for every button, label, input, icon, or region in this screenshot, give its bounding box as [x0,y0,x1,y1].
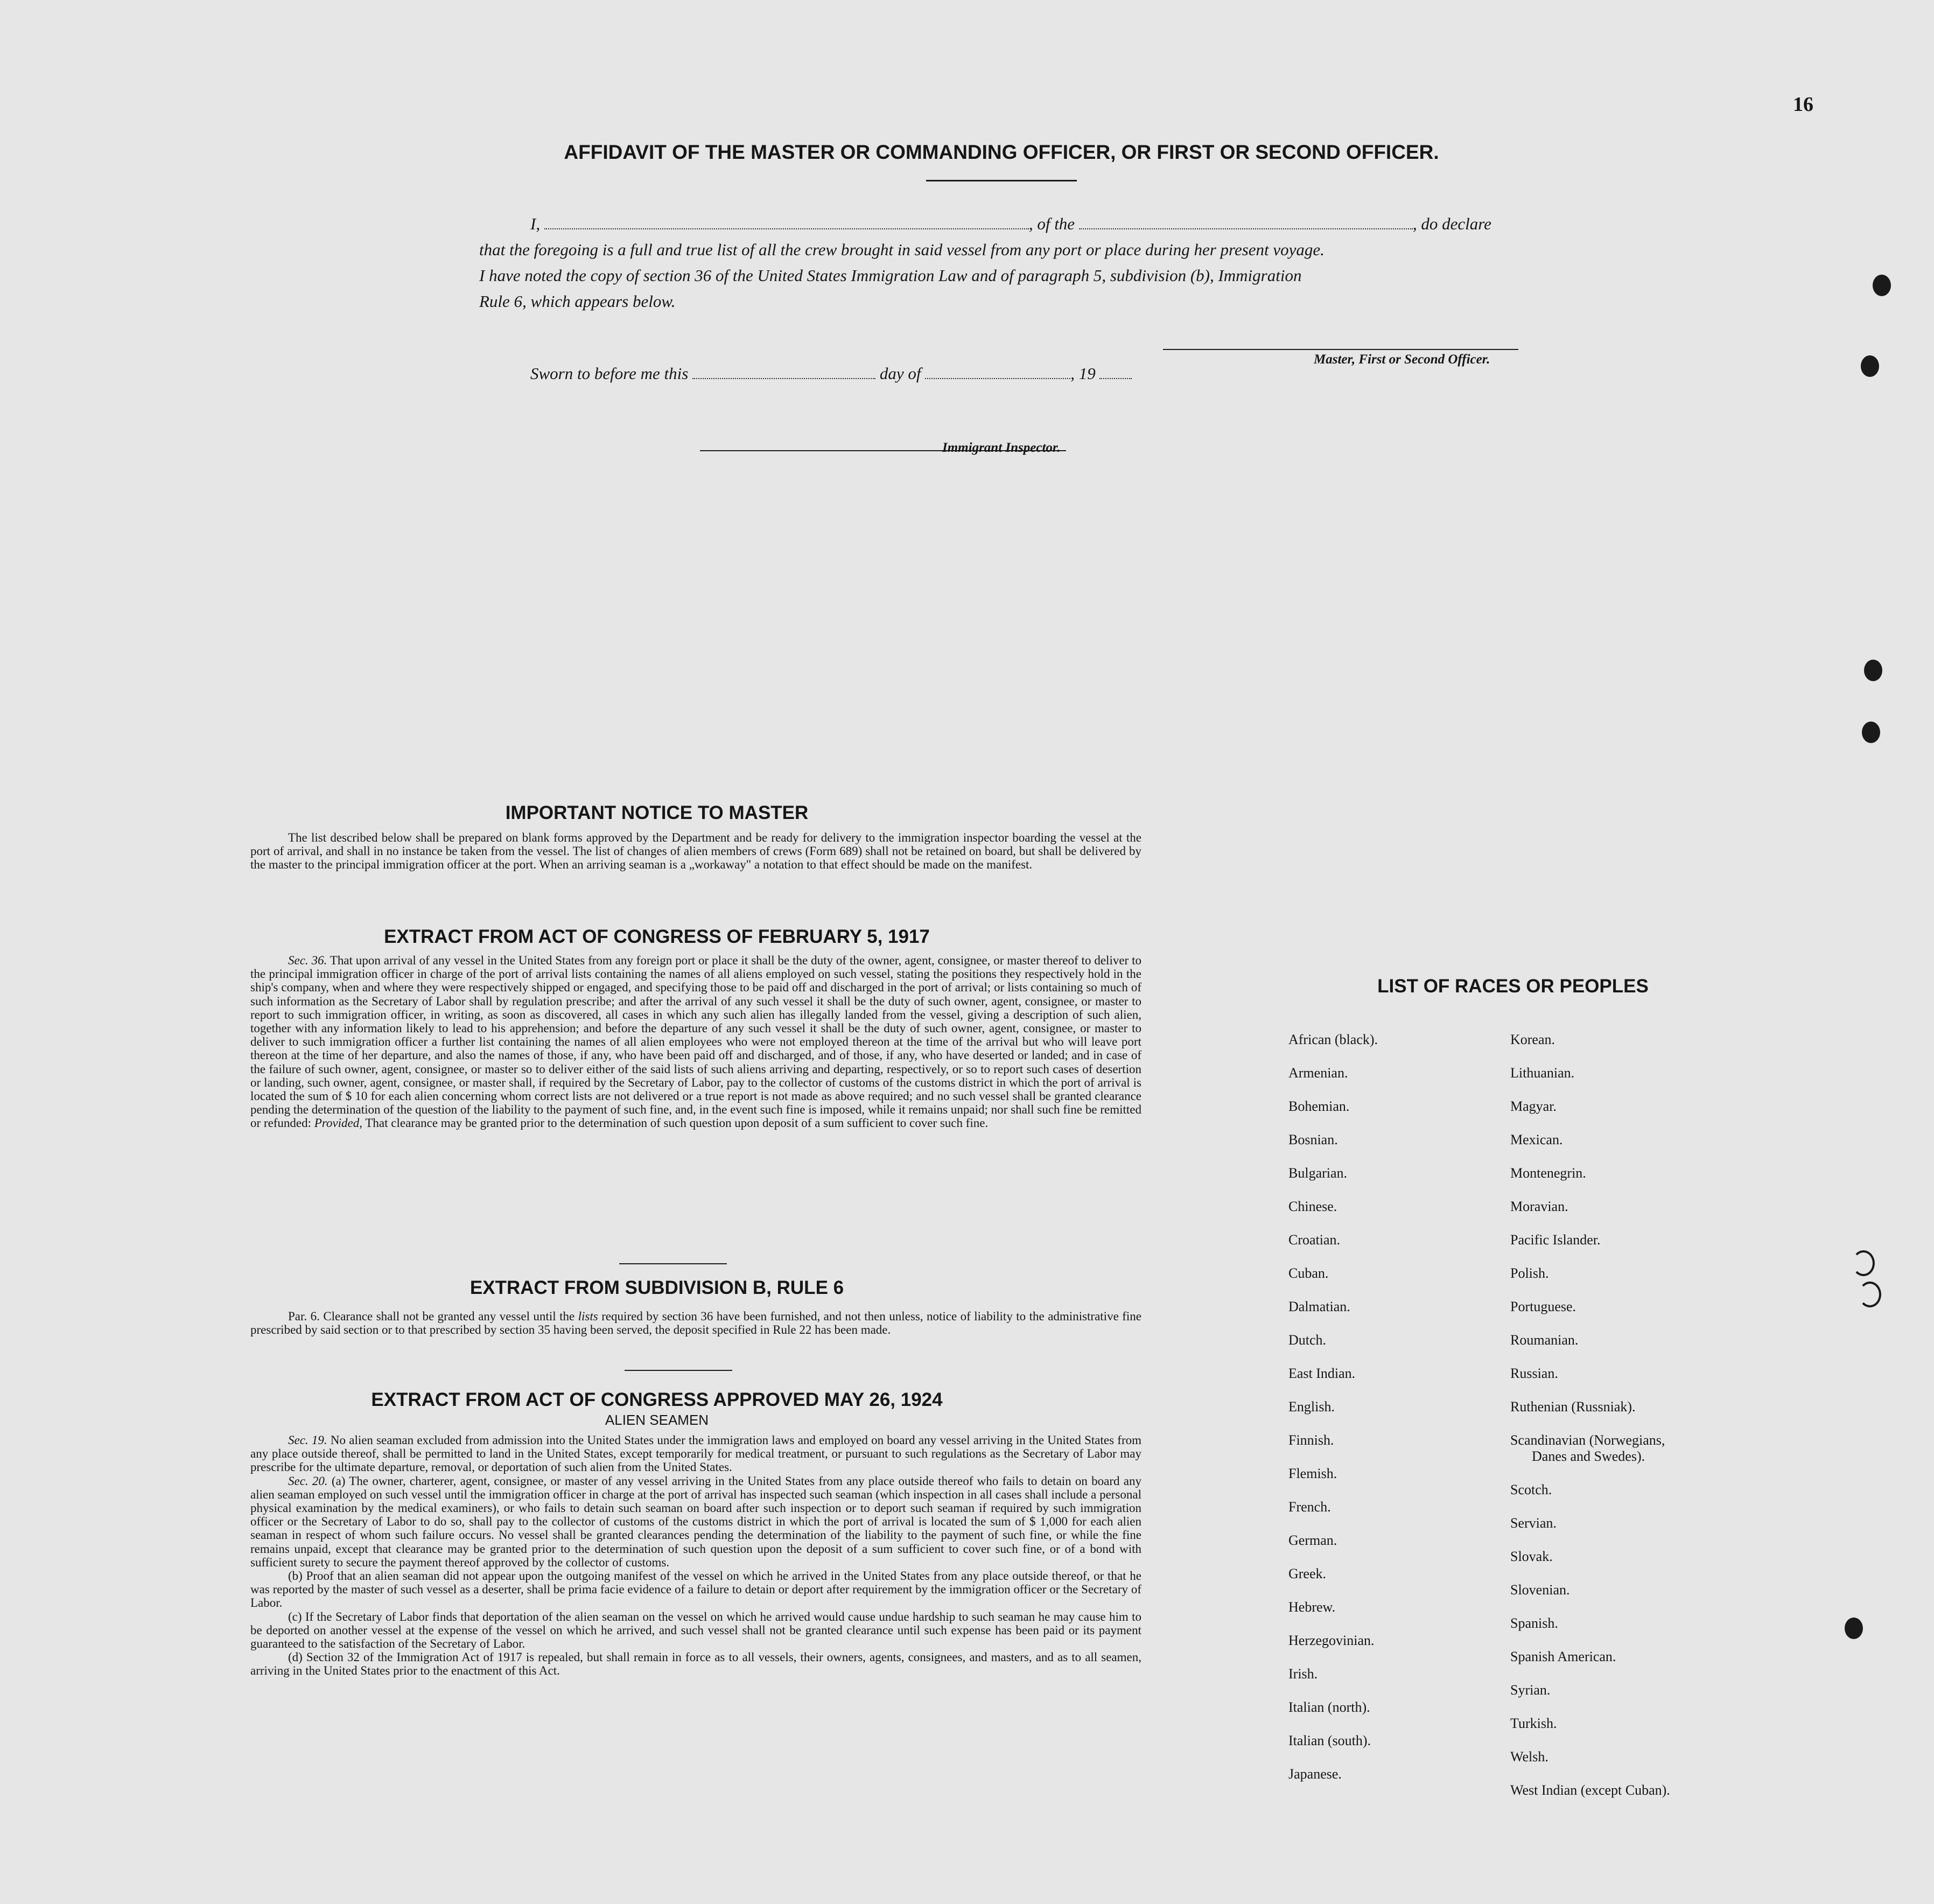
notice-paragraph: The list described below shall be prepared on blank forms approved by the Department and be ready for delivery to the immigration inspector boarding the vessel at the port of arrival, and shall in no instance be taken from the vessel. The list of changes of alien members of crews (Form 689) shall not be retained on board, but shall be delivered by the master to the principal immigration officer at the port. When an arriving seaman is a „workaway" a notation to that effect should be made on the manifest. [250,831,1141,872]
affidavit-title: AFFIDAVIT OF THE MASTER OR COMMANDING OFFICER, OR FIRST OR SECOND OFFICER. [564,141,1439,163]
race-entry: Welsh. [1510,1749,1548,1765]
race-entry: Portuguese. [1510,1299,1576,1314]
affidavit-line-2: that the foregoing is a full and true list of all the crew brought in said vessel from any port or place during her present voyage. [479,240,1325,259]
subdivb-paragraph [250,1310,1141,1336]
subdivb-lists-word: lists [578,1310,598,1323]
notice-text [250,831,1141,872]
race-entry: Montenegrin. [1510,1165,1586,1181]
act1917-body-end: That clearance may be granted prior to the determination of such question upon deposit of a sum sufficient to cover such fine. [365,1116,989,1130]
master-signature-label: Master, First or Second Officer. [1314,352,1490,367]
sworn-day-field[interactable] [692,364,875,379]
race-entry: Spanish. [1510,1615,1558,1631]
race-entry: Pacific Islander. [1510,1232,1601,1248]
race-entry: Ruthenian (Russniak). [1510,1399,1636,1415]
act1917-provided: Provided, [314,1116,363,1130]
races-title: LIST OF RACES OR PEOPLES [1377,976,1649,997]
act1924-sec20-label: Sec. 20. [288,1474,328,1488]
act1917-title: EXTRACT FROM ACT OF CONGRESS OF FEBRUARY 5, 1917 [384,926,930,947]
sworn-month-field[interactable] [925,364,1070,379]
notice-title: IMPORTANT NOTICE TO MASTER [505,802,809,823]
act1924-sec19-body: No alien seaman excluded from admission into the United States under the immigration laws and employed on board any vessel arriving in the United States from any place outside thereof, shall be permitted to land in the United States, except temporarily for medical treatment, or pursuant to such regulations as the Secretary of Labor may prescribe for the ultimate departure, removal, or deportation of such alien from the United States. [250,1433,1141,1474]
affidavit-vessel-field[interactable] [1079,214,1413,229]
races-column-2 [1510,1023,1670,1807]
punch-hole-mark [1845,1618,1863,1639]
race-entry: Moravian. [1510,1199,1568,1214]
race-entry: Polish. [1510,1265,1549,1281]
race-entry: Slovak. [1510,1549,1553,1564]
punch-hole-mark [1873,275,1891,296]
race-entry: West Indian (except Cuban). [1510,1782,1670,1798]
race-entry: English. [1288,1399,1335,1415]
race-entry: Servian. [1510,1515,1557,1531]
inspector-signature-label: Immigrant Inspector. [942,440,1061,455]
act1924-title: EXTRACT FROM ACT OF CONGRESS APPROVED MAY 26, 1924 [371,1389,943,1410]
subdivb-text [250,1310,1141,1336]
act1924-sec20a-body: (a) The owner, charterer, agent, consignee, or master of any vessel arriving in the United States from any place outside thereof who fails to detain on board any alien seaman employed on such vessel until the immigration officer in charge at the port of arrival has inspected such seaman (which inspection in all cases shall include a personal physical examination by the medical examiners), or who fails to detain such seaman on board after such inspection or to deport such seaman if required by such immigration officer or the Secretary of Labor to do so, shall pay to the collector of customs of the customs district in which the port of arrival is located the sum of $ 1,000 for each alien seaman in respect of whom such failure occurs. No vessel shall be granted clearances pending the determination of the liability to the payment of such fine, or while the fine remains unpaid, except that clearance may be granted prior to the determination of such question upon the deposit of a sum sufficient to cover such fine, or of a bond with sufficient surety to secure the payment thereof approved by the collector of customs. [250,1474,1142,1569]
race-entry: Danes and Swedes). [1532,1448,1645,1464]
punch-hole-mark [1852,1250,1875,1276]
subdivb-body-a: Par. 6. Clearance shall not be granted any vessel until the [288,1310,575,1323]
sworn-label: Sworn to before me this [530,364,689,383]
race-entry: Croatian. [1288,1232,1341,1248]
act1924-sec20b: (b) Proof that an alien seaman did not appear upon the outgoing manifest of the vessel on which he arrived in the United States from any place outside thereof, or that he was reported by the master of such vessel as a deserter, shall be prima facie evidence of a failure to detain or deport after requirement by the immigration officer or the Secretary of Labor. [250,1569,1141,1610]
sworn-year-field[interactable] [1099,364,1132,379]
race-entry: Dutch. [1288,1332,1327,1348]
affidavit-line-4: Rule 6, which appears below. [479,292,676,311]
race-entry: Flemish. [1288,1466,1337,1481]
race-entry: German. [1288,1532,1337,1548]
sworn-year: , 19 [1070,364,1096,383]
race-entry: Hebrew. [1288,1599,1336,1615]
act1917-body: That upon arrival of any vessel in the United States from any foreign port or place it shall be the duty of the owner, agent, consignee, or master thereof to deliver to the principal immigration officer in charge of the port of arrival lists containing the names of all aliens employed on such vessel, stating the positions they respectively hold in the ship's company, when and where they were respectively shipped or engaged, and specifying those to be paid off and discharged in the port of arrival; or lists containing so much of such information as the Secretary of Labor shall by regulation prescribe; and after the arrival of any such vessel it shall be the duty of such owner, agent, consignee, or master to report to such immigration officer, in writing, as soon as discovered, all cases in which any such alien has illegally landed from the vessel, giving a description of such alien, together with any information likely to lead to his apprehension; and before the departure of any such vessel it shall be the duty of such owner, agent, consignee, or master to deliver to such immigration officer a further list containing the names of all alien employees who were not employed thereon at the time of the arrival but who will leave port thereon at the time of her departure, and also the names of those, if any, who have been paid off and discharged, and of those, if any, who have deserted or landed; and in case of the failure of such owner, agent, consignee, or master so to deliver either of the said lists of such aliens arriving and departing, respectively, or so to report such cases of desertion or landing, such owner, agent, consignee, or master shall, if required by the Secretary of Labor, pay to the collector of customs of the customs district in which the port of arrival is located the sum of $ 10 for each alien concerning whom correct lists are not delivered or a true report is not made as above required; and no such vessel shall be granted clearance pending the determination of the question of the liability to the payment of such fine, and, in the event such fine is imposed, while it remains unpaid; nor shall such fine be remitted or refunded: [250,954,1141,1130]
punch-hole-mark [1859,1282,1881,1307]
race-entry: Finnish. [1288,1432,1334,1448]
race-entry: Syrian. [1510,1682,1551,1698]
punch-hole-mark [1864,660,1882,681]
race-entry: Scandinavian (Norwegians, [1510,1432,1665,1448]
race-entry: Japanese. [1288,1766,1342,1782]
punch-hole-mark [1861,355,1879,377]
race-entry: Bosnian. [1288,1132,1338,1147]
act1924-sec20d: (d) Section 32 of the Immigration Act of 1917 is repealed, but shall remain in force as to all vessels, their owners, agents, consignees, and masters, and as to all seamen, arriving in the United States prior to the enactment of this Act. [250,1650,1141,1678]
act1917-end-rule [619,1263,727,1264]
act1924-sec20c: (c) If the Secretary of Labor finds that deportation of the alien seaman on the vessel on which he arrived would cause undue hardship to such seaman he may cause him to be deported on another vessel at the expense of the vessel on which he arrived, and such vessel shall not be granted clearance until such expense has been paid or its payment guaranteed to the satisfaction of the Secretary of Labor. [250,1609,1141,1651]
page-number: 16 [1793,93,1813,116]
affidavit-declare: , do declare [1412,214,1491,233]
race-entry: Mexican. [1510,1132,1563,1147]
race-entry: Spanish American. [1510,1649,1616,1664]
act1924-subtitle: ALIEN SEAMEN [605,1412,709,1428]
affidavit-i: I, [530,214,541,233]
race-entry: Bohemian. [1288,1098,1350,1114]
act1924-sec19 [250,1433,1141,1474]
races-column-1 [1288,1023,1378,1791]
affidavit-of: , of the [1028,214,1075,233]
master-signature-line [1163,349,1518,350]
race-entry: Italian (south). [1288,1733,1371,1748]
act1924-sec19-label: Sec. 19. [288,1433,327,1447]
race-entry: Scotch. [1510,1482,1552,1497]
affidavit-title-rule [926,180,1077,181]
act1924-sec20a [250,1474,1141,1569]
race-entry: Korean. [1510,1032,1555,1047]
act1924-text [250,1433,1141,1678]
race-entry: Herzegovinian. [1288,1633,1375,1648]
act1917-sec-label: Sec. 36. [288,954,327,967]
race-entry: Greek. [1288,1566,1327,1581]
race-entry: Italian (north). [1288,1699,1370,1715]
race-entry: Russian. [1510,1366,1558,1381]
race-entry: Roumanian. [1510,1332,1579,1348]
subdivb-title: EXTRACT FROM SUBDIVISION B, RULE 6 [470,1277,844,1298]
affidavit-name-field[interactable] [544,214,1029,229]
race-entry: French. [1288,1499,1331,1515]
race-entry: Cuban. [1288,1265,1329,1281]
race-entry: Dalmatian. [1288,1299,1350,1314]
sworn-line [530,364,1132,383]
affidavit-line-3: I have noted the copy of section 36 of the United States Immigration Law and of paragraph 5, subdivision (b), Immigration [479,266,1302,285]
race-entry: Irish. [1288,1666,1318,1682]
race-entry: Lithuanian. [1510,1065,1575,1081]
race-entry: Turkish. [1510,1716,1557,1731]
act1917-text [250,954,1141,1130]
punch-hole-mark [1862,722,1880,743]
race-entry: Magyar. [1510,1098,1557,1114]
race-entry: Chinese. [1288,1199,1337,1214]
race-entry: Armenian. [1288,1065,1348,1081]
affidavit-line-1 [530,214,1491,234]
subdivb-body-b: required by section 36 have been furnished, and not then unless, notice of liability to the administrative fine prescribed by said section or to that prescribed by section 35 having been served, the deposit specified in Rule 22 has been made. [250,1310,1142,1337]
subdivb-end-rule [625,1370,732,1371]
race-entry: Bulgarian. [1288,1165,1348,1181]
race-entry: African (black). [1288,1032,1378,1047]
race-entry: Slovenian. [1510,1582,1570,1598]
race-entry: East Indian. [1288,1366,1356,1381]
sworn-day-of: day of [879,364,921,383]
act1917-paragraph [250,954,1141,1130]
